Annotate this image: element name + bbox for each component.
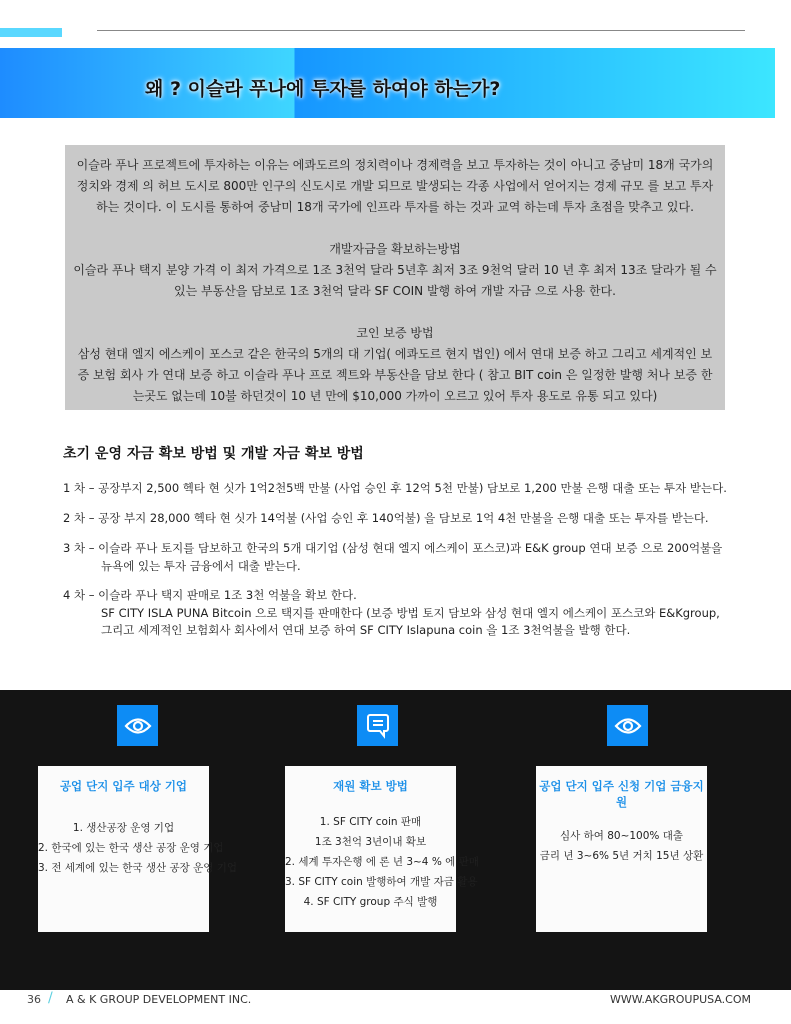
card-line: 1. 생산공장 운영 기업 bbox=[72, 822, 175, 834]
list-item bbox=[63, 540, 722, 575]
card-line: 2. 세계 투자은행 에 론 년 3~4 % 에 판매 bbox=[285, 856, 479, 868]
item-text: 그리고 세계적인 보험회사 회사에서 연대 보증 하여 SF CITY Islapuna coin 을 1조 3천억불을 발행 한다. bbox=[101, 623, 631, 637]
page-title: 왜 ? 이슬라 푸나에 투자를 하여야 하는가? bbox=[145, 78, 501, 100]
list-item bbox=[63, 510, 709, 528]
card-title: 재원 확보 방법 bbox=[333, 779, 408, 793]
funding-section bbox=[73, 239, 717, 302]
eye-icon bbox=[607, 705, 648, 746]
card-title: 공업 단지 입주 대상 기업 bbox=[59, 779, 188, 793]
coin-guarantee-heading: 코인 보증 방법 bbox=[356, 326, 434, 340]
coin-guarantee-paragraph: 삼성 현대 엘지 에스케이 포스코 같은 한국의 5개의 대 기업( 에콰도르 현지 법인) 에서 연대 보증 하고 그리고 세계적인 보증 보험 회사 가 연대 보증 하고 이슬라 푸나 프로 젝트와 부동산을 담보 한다 ( 참고 BIT coin 은 일정한 발행 처나 보증 한는곳도 없는데 10불 하던것이 10 년 만에 $10,000 가까이 오르고 있어 투자 용도로 유통 되고 있다) bbox=[77, 347, 713, 403]
intro-box bbox=[65, 145, 725, 410]
footer-separator: / bbox=[48, 990, 53, 1006]
eye-icon bbox=[117, 705, 158, 746]
card-line: 2. 한국에 있는 한국 생산 공장 운영 기업 bbox=[38, 842, 224, 854]
funding-paragraph: 이슬라 푸나 택지 분양 가격 이 최저 가격으로 1조 3천억 달라 5년후 최저 3조 9천억 달러 10 년 후 최저 13조 달라가 될 수 있는 부동산을 담보로 1조 3천억 달라 SF COIN 발행 하여 개발 자금 으로 사용 한다. bbox=[73, 263, 717, 298]
item-text: 4 차 – 이슬라 푸나 택지 판매로 1조 3천 억불을 확보 한다. bbox=[63, 588, 357, 602]
item-text: SF CITY ISLA PUNA Bitcoin 으로 택지를 판매한다 (보증 방법 토지 담보와 삼성 현대 엘지 에스케이 포스코와 E&Kgroup, bbox=[101, 605, 720, 620]
section-title: 초기 운영 자금 확보 방법 및 개발 자금 확보 방법 bbox=[63, 446, 364, 462]
coin-guarantee-section bbox=[73, 323, 717, 407]
item-text: 1 차 – 공장부지 2,500 헥타 현 싯가 1억2천5백 만불 (사업 승인 후 12억 5천 만불) 담보로 1,200 만불 은행 대출 또는 투자 받는다. bbox=[63, 481, 727, 495]
card-line: 3. SF CITY coin 발행하여 개발 자금 활용 bbox=[285, 876, 478, 888]
item-text: 3 차 – 이슬라 푸나 토지를 담보하고 한국의 5개 대기업 (삼성 현대 엘지 에스케이 포스코)과 E&K group 연대 보증 으로 200억불을 bbox=[63, 541, 723, 555]
list-item bbox=[63, 587, 720, 640]
footer-url: WWW.AKGROUPUSA.COM bbox=[610, 993, 752, 1006]
card-financial-support bbox=[536, 766, 707, 932]
top-accent-bar bbox=[0, 28, 62, 37]
card-line: 심사 하여 80~100% 대출 bbox=[559, 830, 684, 842]
card-line: 1. SF CITY coin 판매 bbox=[319, 816, 422, 828]
funding-heading: 개발자금을 확보하는방법 bbox=[329, 242, 461, 256]
list-item bbox=[63, 480, 727, 498]
page-number: 36 bbox=[27, 993, 41, 1006]
card-line: 3. 전 세계에 있는 한국 생산 공장 운영 기업 bbox=[38, 862, 238, 874]
chat-icon bbox=[357, 705, 398, 746]
card-line: 1조 3천억 3년이내 확보 bbox=[314, 836, 427, 848]
item-text: 뉴욕에 있는 투자 금융에서 대출 받는다. bbox=[101, 558, 301, 573]
card-target-companies bbox=[38, 766, 238, 932]
item-text: 2 차 – 공장 부지 28,000 헥타 현 싯가 14억불 (사업 승인 후 140억불) 을 담보로 1억 4천 만불을 은행 대출 또는 투자를 받는다. bbox=[63, 511, 709, 525]
card-line: 4. SF CITY group 주식 발행 bbox=[303, 896, 438, 908]
card-title: 공업 단지 입주 신청 기업 금융지원 bbox=[539, 779, 704, 809]
card-funding-methods bbox=[285, 766, 479, 932]
card-line: 금리 년 3~6% 5년 거치 15년 상환 bbox=[539, 850, 704, 862]
header-divider bbox=[97, 30, 745, 31]
footer-company: A & K GROUP DEVELOPMENT INC. bbox=[66, 993, 252, 1006]
intro-paragraph: 이슬라 푸나 프로젝트에 투자하는 이유는 에콰도르의 정치력이나 경제력을 보고 투자하는 것이 아니고 중남미 18개 국가의 정치와 경제 의 허브 도시로 800만 인구의 신도시로 개발 되므로 발생되는 각종 사업에서 얻어지는 경제 규모 를 보고 투자 하는 것이다. 이 도시를 통하여 중남미 18개 국가에 인프라 투자를 하는 것과 교역 하는데 투자 초점을 맞추고 있다. bbox=[76, 158, 714, 214]
